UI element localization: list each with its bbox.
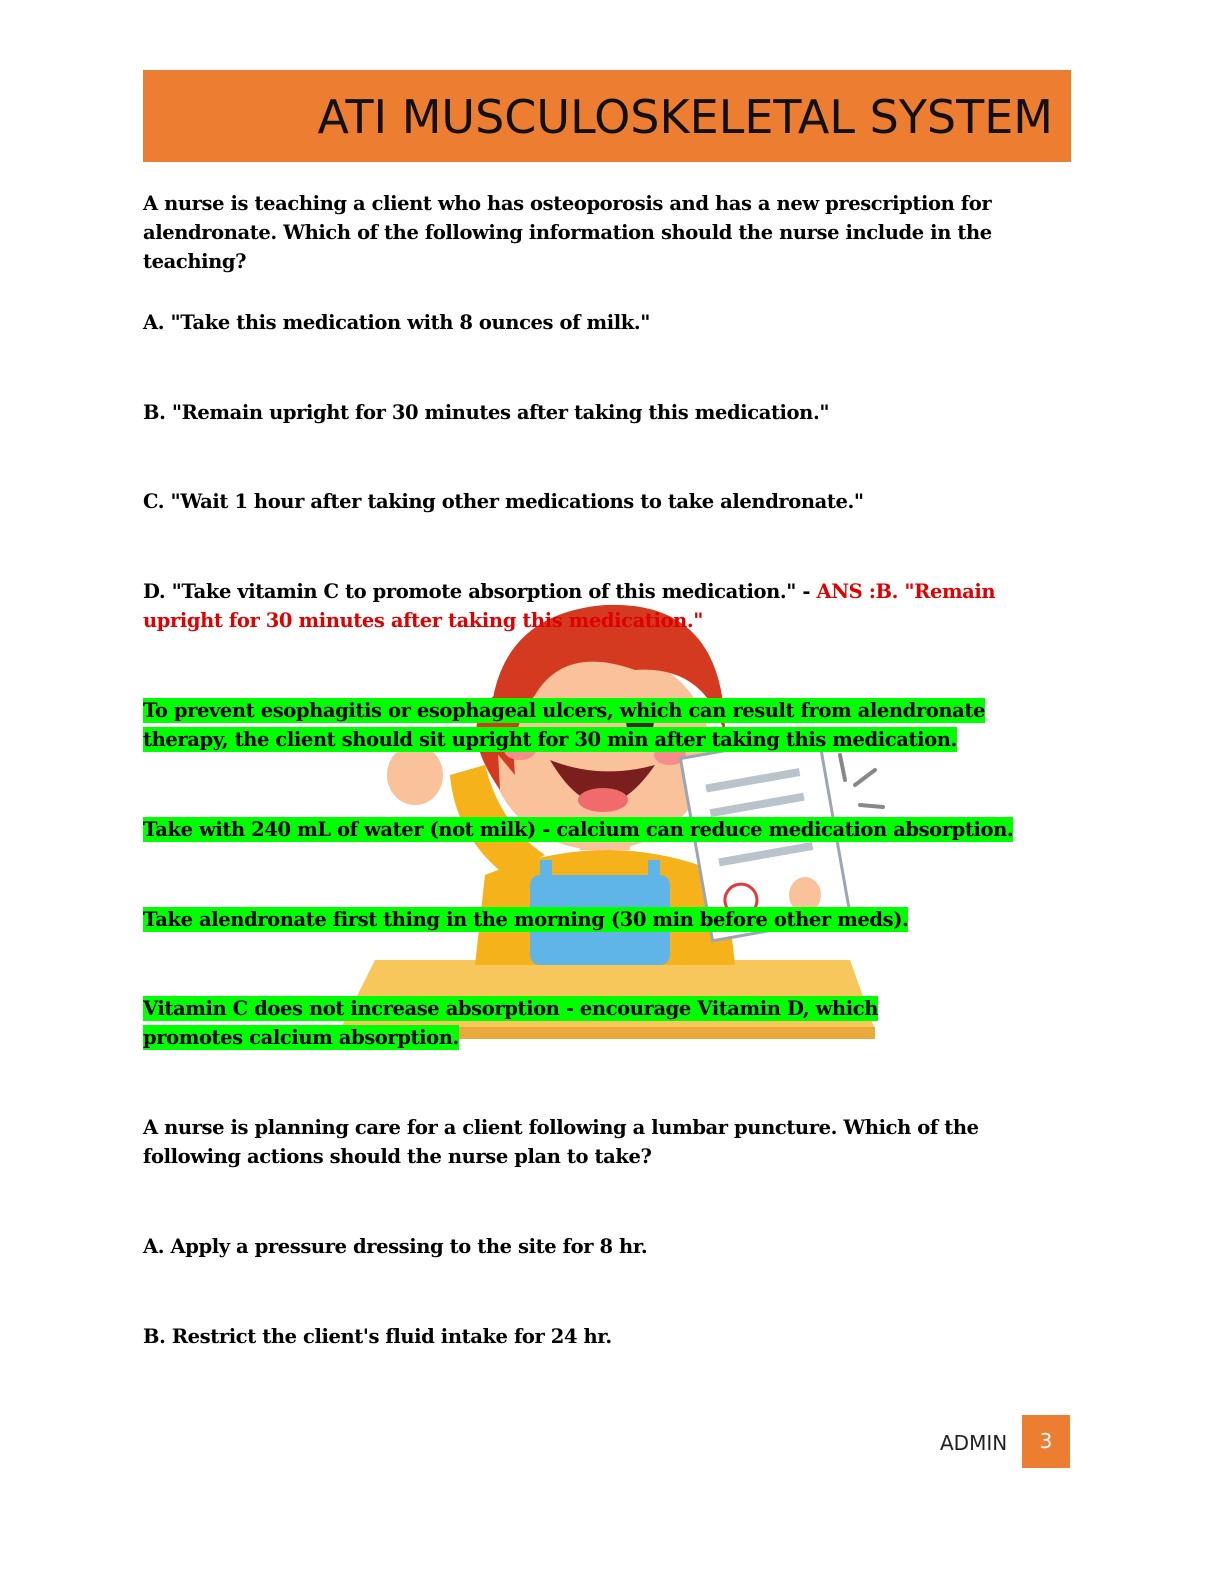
rationale-item [143,696,1073,754]
option-d-text: D. "Take vitamin C to promote absorption of this medication." - [143,580,817,603]
rationale-item [143,905,1073,934]
rationale-item [143,994,973,1052]
question-2-text: A nurse is planning care for a client following a lumbar puncture. Which of the following actions should the nurse plan to take? [143,1116,979,1168]
rationale-highlight: To prevent esophagitis or esophageal ulcers, which can result from alendronate therapy, the client should sit upright for 30 min after taking this medication. [143,699,986,751]
document-title: ATI MUSCULOSKELETAL SYSTEM [317,90,1053,144]
page-number: 3 [1022,1415,1070,1468]
rationale-highlight: Take alendronate first thing in the morning (30 min before other meds). [143,908,909,931]
title-banner [143,70,1071,162]
question-1-option-c: C. "Wait 1 hour after taking other medications to take alendronate." [143,490,864,513]
student-illustration [335,575,885,1045]
rationale-item [143,815,1073,844]
rationale-highlight: Take with 240 mL of water (not milk) - calcium can reduce medication absorption. [143,818,1014,841]
question-2-option-b: B. Restrict the client's fluid intake for 24 hr. [143,1325,612,1348]
rationale-highlight: Vitamin C does not increase absorption - encourage Vitamin D, which promotes calcium absorption. [143,997,878,1049]
question-1-option-a: A. "Take this medication with 8 ounces of milk." [143,311,651,334]
question-1-option-d [143,577,1073,635]
question-1-option-b: B. "Remain upright for 30 minutes after taking this medication." [143,401,830,424]
footer-author: ADMIN [940,1431,1008,1455]
question-1-text: A nurse is teaching a client who has osteoporosis and has a new prescription for alendronate. Which of the following information should the nurse include in the teaching? [143,192,992,273]
question-2-option-a: A. Apply a pressure dressing to the site for 8 hr. [143,1235,648,1258]
answer-text: ANS :B. "Remain upright for 30 minutes after taking this medication." [143,580,996,632]
